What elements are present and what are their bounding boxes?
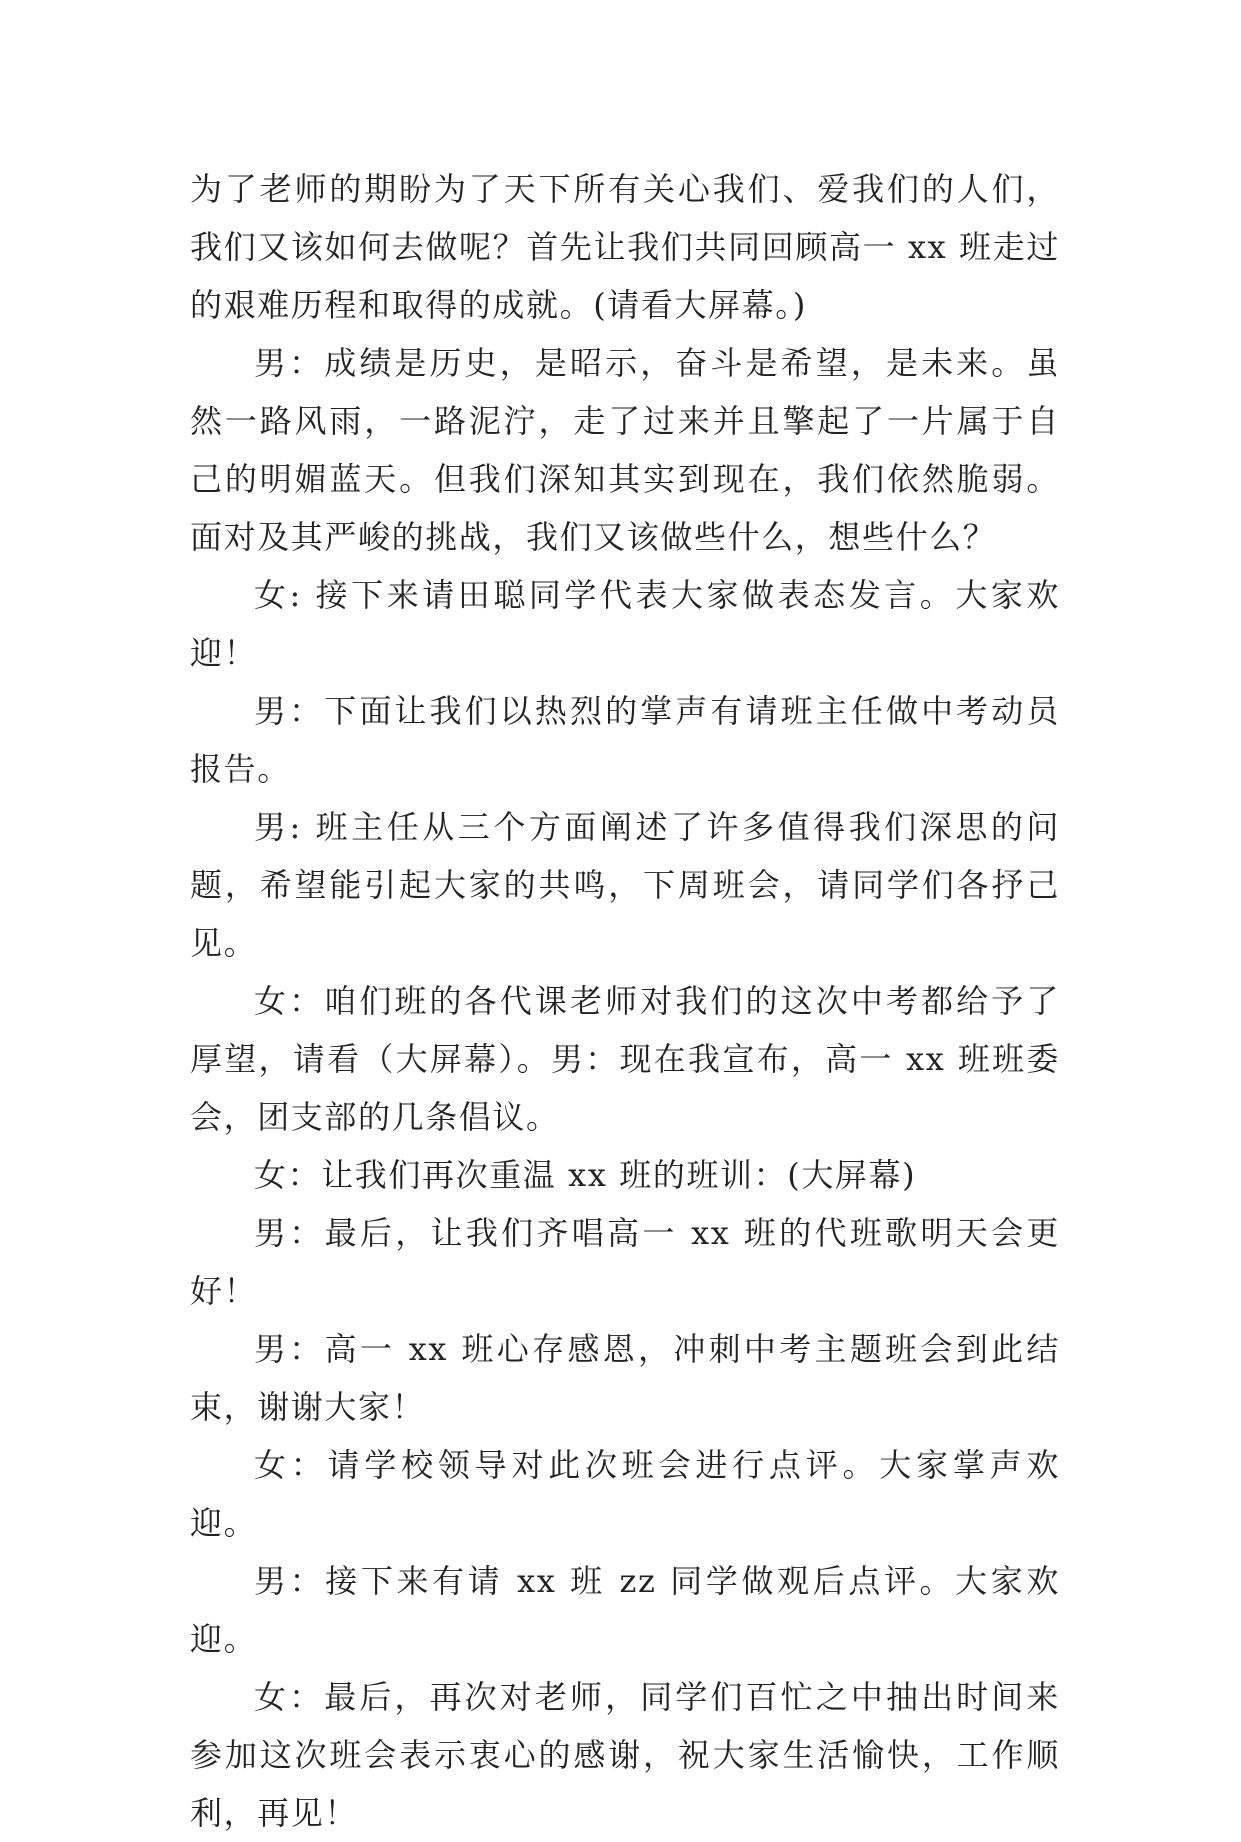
paragraph-7: 女：让我们再次重温 xx 班的班训：(大屏幕) <box>254 1156 917 1194</box>
paragraph-4: 男：下面让我们以热烈的掌声有请班主任做中考动员报告。 <box>190 692 1060 788</box>
paragraph-5: 男: 班主任从三个方面阐述了许多值得我们深思的问题，希望能引起大家的共鸣，下周班会，请同学们各抒己见。 <box>190 808 1060 962</box>
paragraph-3: 女: 接下来请田聪同学代表大家做表态发言。大家欢迎！ <box>190 576 1060 672</box>
paragraph-8: 男：最后，让我们齐唱高一 xx 班的代班歌明天会更好！ <box>190 1214 1060 1310</box>
document-body <box>190 160 1060 1842</box>
paragraph-2: 男：成绩是历史，是昭示，奋斗是希望，是未来。虽然一路风雨，一路泥泞，走了过来并且擎起了一片属于自己的明媚蓝天。但我们深知其实到现在，我们依然脆弱。面对及其严峻的挑战，我们又该做些什么，想些什么？ <box>190 344 1060 556</box>
paragraph-6: 女：咱们班的各代课老师对我们的这次中考都给予了厚望，请看（大屏幕）。男：现在我宣布，高一 xx 班班委会，团支部的几条倡议。 <box>190 982 1060 1136</box>
paragraph-11: 男：接下来有请 xx 班 zz 同学做观后点评。大家欢迎。 <box>190 1562 1060 1658</box>
paragraph-12: 女：最后，再次对老师，同学们百忙之中抽出时间来参加这次班会表示衷心的感谢，祝大家生活愉快，工作顺利，再见！ <box>190 1678 1060 1832</box>
paragraph-10: 女：请学校领导对此次班会进行点评。大家掌声欢迎。 <box>190 1446 1060 1542</box>
paragraph-1: 为了老师的期盼为了天下所有关心我们、爱我们的人们，我们又该如何去做呢？首先让我们共同回顾高一 xx 班走过的艰难历程和取得的成就。(请看大屏幕。) <box>190 170 1060 324</box>
paragraph-9: 男：高一 xx 班心存感恩，冲刺中考主题班会到此结束，谢谢大家！ <box>190 1330 1060 1426</box>
